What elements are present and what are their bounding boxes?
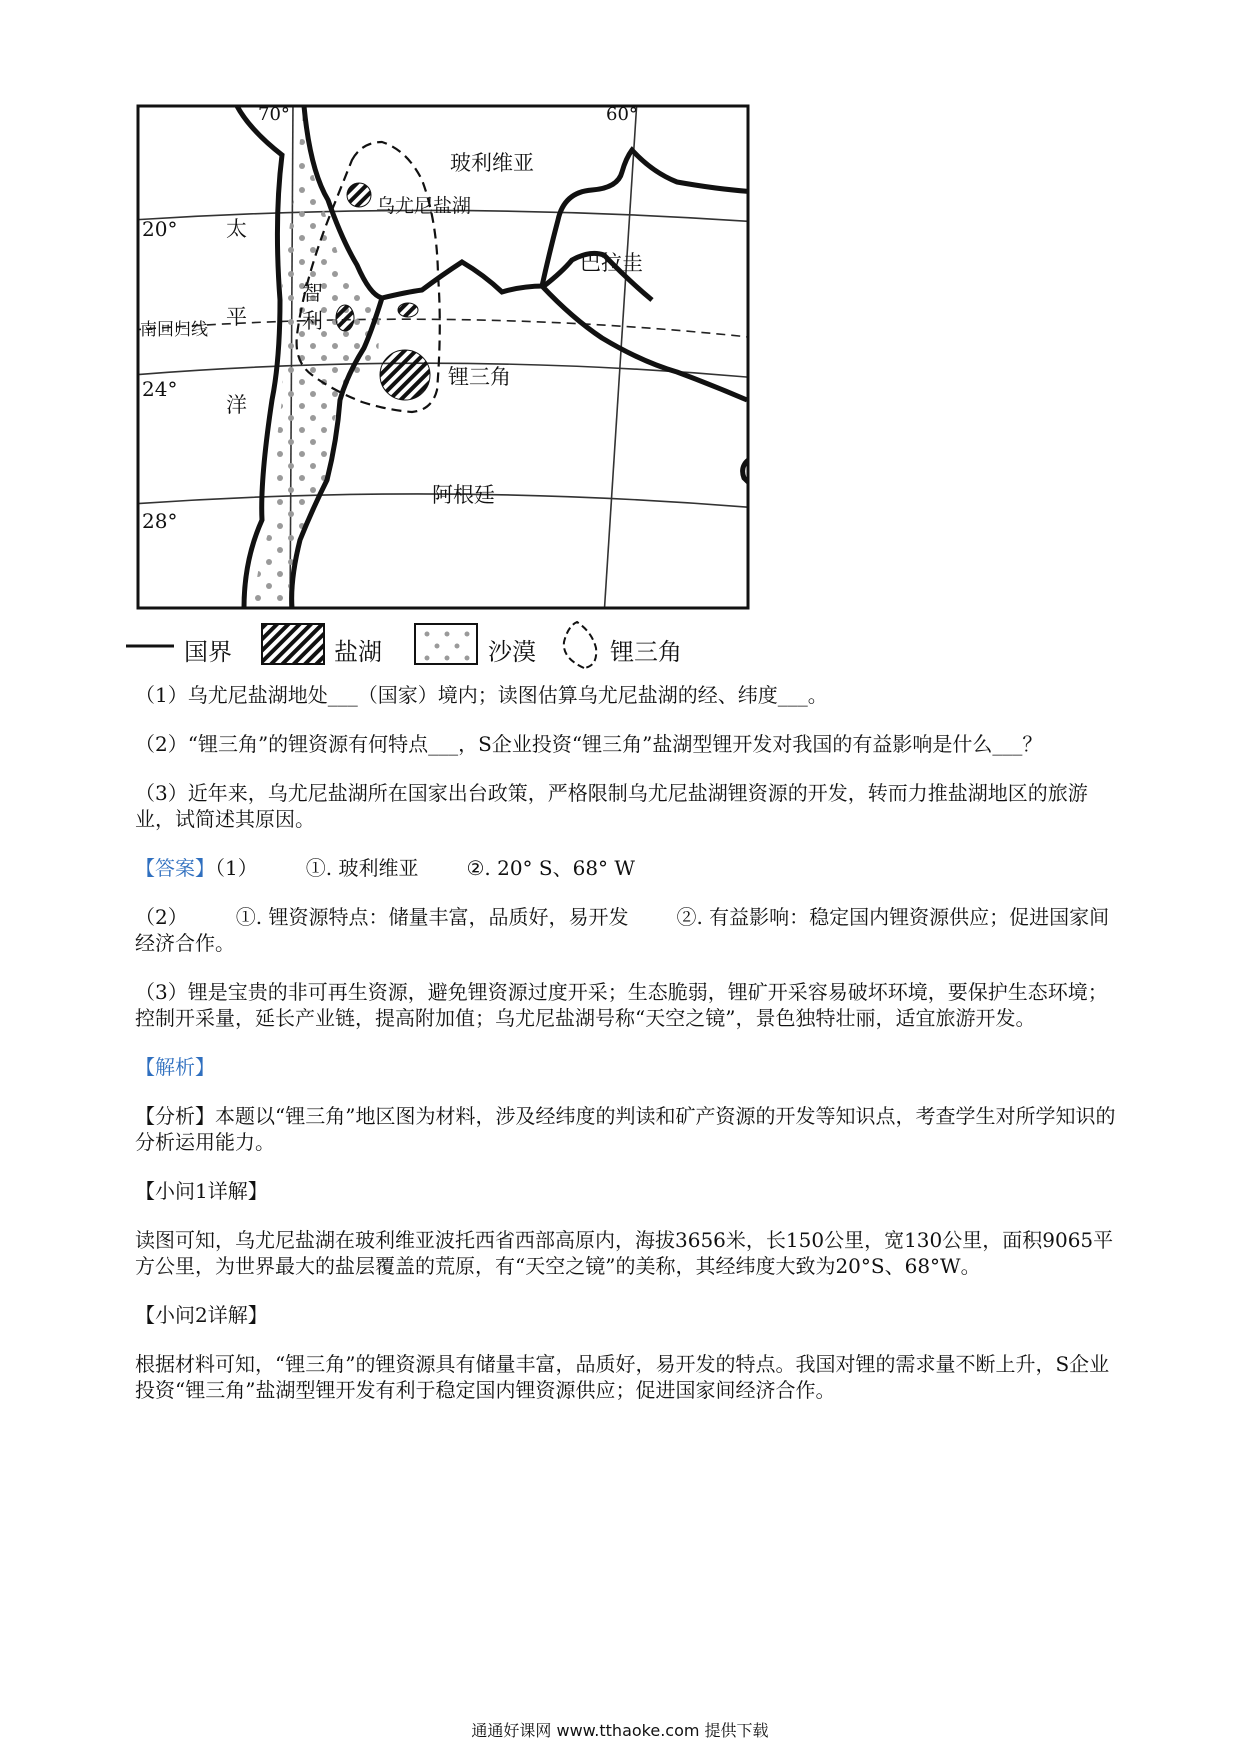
lithium-triangle-map	[132, 100, 758, 616]
answer-tag: 【答案】	[135, 856, 215, 880]
legend-salt-lake-symbol	[262, 624, 324, 664]
lat-label-24: 24°	[142, 377, 178, 401]
lat-label-20: 20°	[142, 217, 178, 241]
salt-lake-small-1	[336, 305, 354, 331]
answer-2	[135, 904, 1125, 956]
country-bolivia: 玻利维亚	[450, 151, 534, 175]
answer-2-part-2: ②. 有益影响：稳定国内锂资源供应；促进国家间经济合作。	[135, 905, 1110, 955]
uyuni-salt-lake	[347, 183, 371, 207]
legend-lithium-symbol	[564, 622, 596, 668]
analysis-tag	[135, 1054, 1125, 1080]
page-footer: 通通好课网 www.tthaoke.com 提供下载	[471, 1721, 769, 1740]
answer-2-num: （2）	[135, 905, 188, 929]
salt-lake-small-2	[398, 303, 418, 317]
border-paraguay-argentina	[542, 286, 747, 400]
country-argentina: 阿根廷	[432, 483, 495, 507]
sub2-title: 【小问2详解】	[135, 1303, 268, 1327]
country-chile-char-2: 利	[302, 309, 323, 333]
legend-lithium-label: 锂三角	[610, 638, 682, 666]
answer-3: （3）锂是宝贵的非可再生资源，避免锂资源过度开采；生态脆弱，锂矿开采容易破坏环境，要保护生态环境；控制开采量，延长产业链，提高附加值；乌尤尼盐湖号称“天空之镜”，景色独特壮丽，适宜旅游开发。	[135, 980, 1108, 1030]
lithium-triangle-label: 锂三角	[448, 365, 511, 389]
lon-label-70: 70°	[258, 104, 290, 125]
answer-1	[135, 855, 1125, 881]
ocean-char-1: 太	[226, 217, 247, 241]
lon-label-60: 60°	[606, 104, 638, 125]
sub2-text: 根据材料可知，“锂三角”的锂资源具有储量丰富，品质好，易开发的特点。我国对锂的需求量不断上升，S企业投资“锂三角”盐湖型锂开发有利于稳定国内锂资源供应；促进国家间经济合作。	[135, 1352, 1110, 1402]
river-bend	[743, 455, 758, 490]
map-legend	[122, 618, 762, 674]
salt-lake-large	[380, 350, 430, 400]
question-2: （2）“锂三角”的锂资源有何特点___，S企业投资“锂三角”盐湖型锂开发对我国的有益影响是什么___？	[135, 732, 1043, 756]
sub1-text: 读图可知，乌尤尼盐湖在玻利维亚波托西省西部高原内，海拔3656米，长150公里，宽130公里，面积9065平方公里，为世界最大的盐层覆盖的荒原，有“天空之镜”的美称，其经纬度大致为20°S、68°W。	[135, 1228, 1114, 1278]
lat-label-28: 28°	[142, 509, 178, 533]
ocean-char-2: 平	[226, 305, 247, 329]
question-1: （1）乌尤尼盐湖地处___（国家）境内；读图估算乌尤尼盐湖的经、纬度___。	[135, 683, 828, 707]
map-frame	[138, 106, 748, 608]
answer-1-num: （1）	[215, 856, 258, 880]
legend-desert-label: 沙漠	[488, 638, 536, 666]
country-chile-char-1: 智	[302, 281, 323, 305]
analysis-tag-text: 【解析】	[135, 1055, 215, 1079]
question-text	[135, 682, 1125, 1426]
legend-border-label: 国界	[184, 638, 232, 666]
question-3: （3）近年来，乌尤尼盐湖所在国家出台政策，严格限制乌尤尼盐湖锂资源的开发，转而力推盐湖地区的旅游业，试简述其原因。	[135, 781, 1088, 831]
answer-1-part-2: ②. 20° S、68° W	[466, 856, 635, 880]
analysis-fenxi: 【分析】本题以“锂三角”地区图为材料，涉及经纬度的判读和矿产资源的开发等知识点，考查学生对所学知识的分析运用能力。	[135, 1104, 1116, 1154]
answer-2-part-1: ①. 锂资源特点：储量丰富，品质好，易开发	[235, 905, 629, 929]
lake-uyuni-label: 乌尤尼盐湖	[376, 195, 472, 217]
tropic-label: 南回归线	[140, 320, 208, 340]
border-bolivia-paraguay	[542, 150, 758, 286]
answer-1-part-1: ①. 玻利维亚	[305, 856, 419, 880]
legend-salt-lake-label: 盐湖	[334, 638, 382, 666]
ocean-char-3: 洋	[226, 393, 247, 417]
sub1-title: 【小问1详解】	[135, 1179, 268, 1203]
country-paraguay: 巴拉圭	[580, 251, 643, 275]
